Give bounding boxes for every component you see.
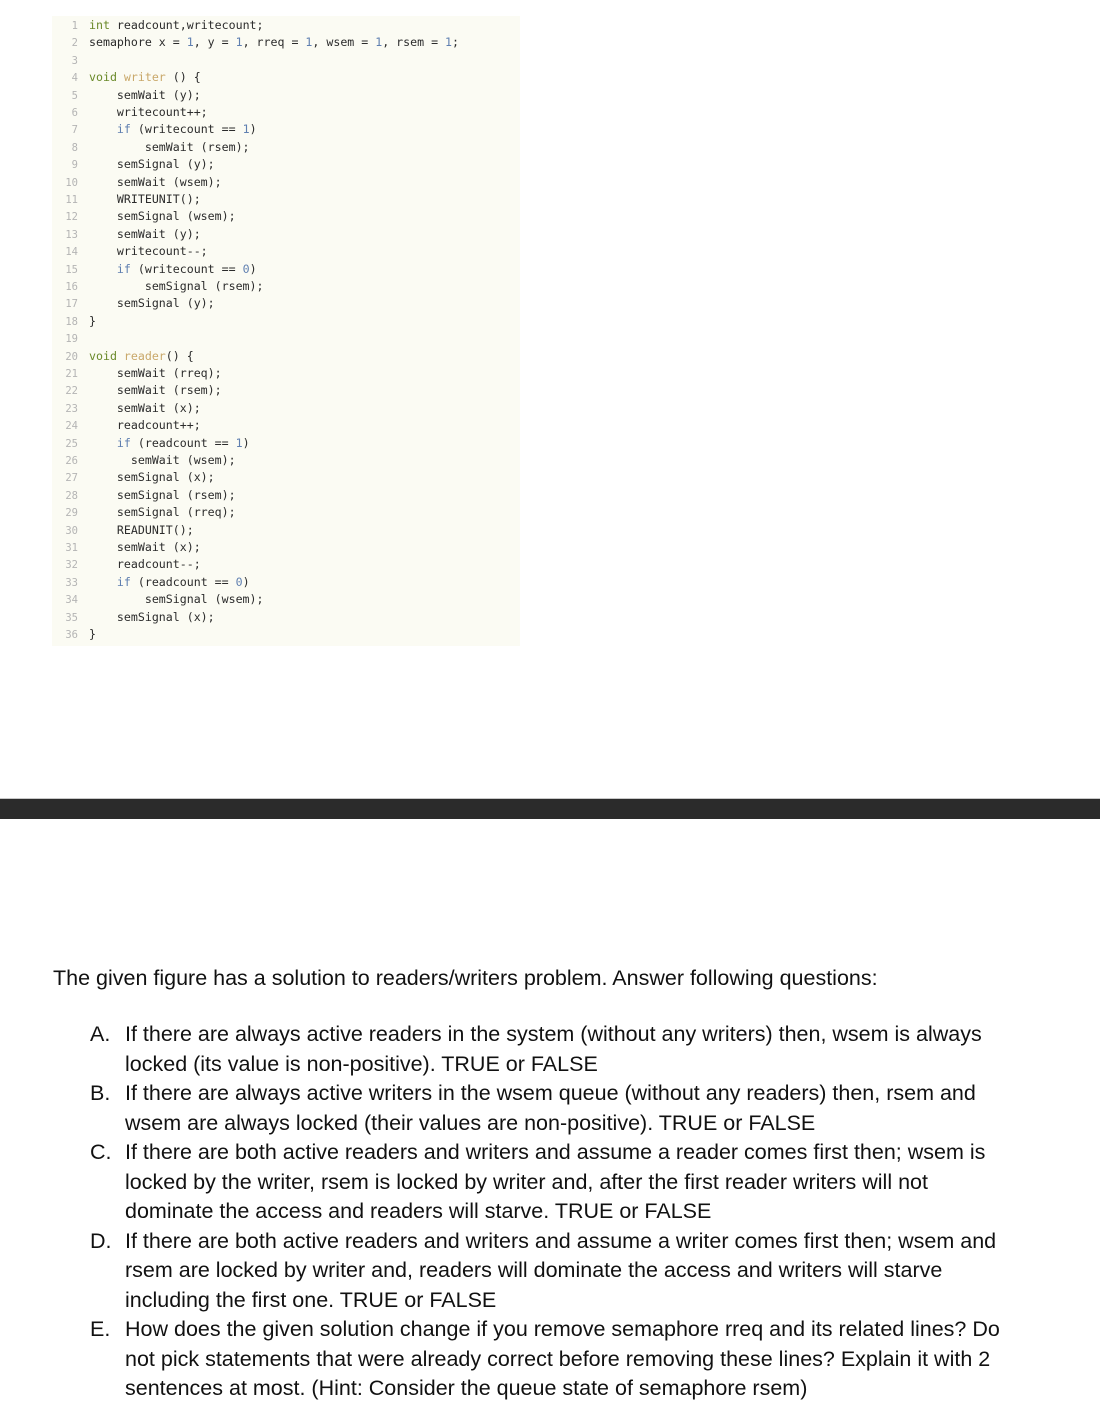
code-token: if bbox=[116, 435, 131, 450]
code-token: , rreq = bbox=[242, 35, 306, 50]
code-line bbox=[52, 243, 208, 260]
code-line bbox=[52, 487, 236, 504]
line-number: 13 bbox=[65, 228, 78, 241]
code-token: semSignal (y); bbox=[89, 296, 215, 311]
code-line bbox=[52, 626, 96, 643]
code-token: 1 bbox=[235, 435, 243, 450]
code-token: int bbox=[89, 18, 110, 32]
code-line bbox=[52, 208, 236, 225]
line-number: 34 bbox=[65, 594, 78, 607]
line-number: 6 bbox=[71, 107, 78, 119]
question-letter: C. bbox=[90, 1140, 112, 1164]
code-token: reader bbox=[123, 348, 166, 363]
line-number: 8 bbox=[71, 141, 78, 154]
code-token bbox=[89, 122, 117, 136]
code-line bbox=[52, 522, 194, 539]
line-number: 17 bbox=[65, 298, 78, 311]
code-line bbox=[52, 121, 257, 138]
code-token: , y = bbox=[193, 35, 236, 50]
line-number: 1 bbox=[71, 20, 78, 32]
code-token: writer bbox=[123, 70, 166, 85]
code-token: semaphore x = bbox=[89, 35, 187, 50]
question-text: How does the given solution change if you remove semaphore rreq and its related lines? Do not pick statements that were already correct before removing these lines? Explain it with 2 sentences at most. (Hint: Consider the queue state of semaphore rsem) bbox=[125, 1317, 1000, 1400]
line-number: 21 bbox=[65, 368, 78, 380]
code-token: 1 bbox=[186, 35, 194, 50]
question-text: If there are always active writers in the wsem queue (without any readers) then, rsem and wsem are always locked (their values are non-positive). TRUE or FALSE bbox=[125, 1081, 976, 1135]
line-number: 29 bbox=[65, 507, 78, 520]
code-line bbox=[52, 87, 201, 104]
code-line bbox=[52, 348, 194, 365]
line-number: 22 bbox=[65, 385, 78, 398]
code-token: semSignal (wsem); bbox=[89, 592, 264, 607]
question-letter: A. bbox=[90, 1022, 111, 1046]
code-token: 0 bbox=[235, 574, 243, 589]
question-item-d bbox=[90, 1227, 1010, 1316]
line-number: 32 bbox=[65, 559, 78, 572]
code-line bbox=[52, 139, 250, 156]
code-token: (readcount == bbox=[130, 435, 236, 450]
code-token bbox=[117, 70, 124, 84]
code-token: 0 bbox=[242, 261, 250, 276]
line-number: 18 bbox=[65, 315, 78, 328]
code-token: void bbox=[89, 348, 117, 363]
code-token: semWait (wsem); bbox=[89, 174, 222, 189]
code-line bbox=[52, 609, 215, 626]
code-token: readcount--; bbox=[89, 557, 201, 572]
line-number: 14 bbox=[65, 246, 78, 259]
line-number: 12 bbox=[65, 211, 78, 224]
question-text: If there are always active readers in the system (without any writers) then, wsem is always locked (its value is non-positive). TRUE or FALSE bbox=[125, 1022, 982, 1076]
code-token: 1 bbox=[375, 35, 383, 50]
code-line bbox=[52, 226, 201, 243]
code-token: 1 bbox=[242, 122, 250, 137]
code-token: semWait (x); bbox=[89, 540, 201, 554]
code-line bbox=[52, 574, 250, 591]
code-token: if bbox=[116, 261, 131, 276]
question-list bbox=[90, 1020, 1010, 1404]
code-line bbox=[52, 191, 201, 208]
line-number: 30 bbox=[65, 524, 78, 537]
code-token: ) bbox=[249, 261, 257, 276]
code-line bbox=[52, 52, 89, 69]
line-number: 20 bbox=[65, 350, 78, 363]
code-token: semSignal (rsem); bbox=[89, 487, 236, 502]
code-token: readcount,writecount; bbox=[109, 18, 264, 32]
line-number: 25 bbox=[65, 437, 78, 450]
question-letter: D. bbox=[90, 1228, 112, 1253]
code-token: (writecount == bbox=[130, 122, 243, 137]
line-number: 5 bbox=[71, 89, 78, 102]
code-line bbox=[52, 69, 201, 86]
code-line bbox=[52, 417, 201, 434]
code-token: READUNIT(); bbox=[89, 522, 194, 537]
code-line bbox=[52, 469, 215, 486]
code-token: if bbox=[116, 574, 131, 589]
code-token: readcount++; bbox=[89, 418, 201, 433]
code-token: semWait (rsem); bbox=[89, 139, 250, 154]
code-token: semWait (wsem); bbox=[89, 453, 236, 467]
code-line bbox=[52, 278, 264, 295]
code-token bbox=[89, 575, 117, 589]
code-token: semSignal (wsem); bbox=[89, 209, 236, 224]
code-token: semSignal (x); bbox=[89, 470, 215, 485]
code-token: semWait (y); bbox=[89, 226, 201, 241]
line-number: 27 bbox=[65, 472, 78, 485]
code-line bbox=[52, 452, 236, 469]
code-line bbox=[52, 34, 459, 51]
section-divider bbox=[0, 798, 1100, 819]
code-token: void bbox=[89, 70, 117, 85]
line-number: 24 bbox=[65, 420, 78, 433]
line-number: 33 bbox=[65, 576, 78, 589]
code-token: semWait (rsem); bbox=[89, 383, 222, 398]
code-token: if bbox=[116, 122, 131, 137]
code-line bbox=[52, 330, 89, 347]
code-token: , rsem = bbox=[382, 35, 446, 50]
line-number: 36 bbox=[65, 629, 78, 641]
question-item-c bbox=[90, 1138, 1010, 1227]
question-text: If there are both active readers and writers and assume a writer comes first then; wsem and rsem are locked by writer and, readers will dominate the access and writers will starve including the first one. TRUE or FALSE bbox=[125, 1228, 997, 1312]
line-number: 26 bbox=[65, 455, 78, 467]
line-number: 7 bbox=[71, 124, 78, 137]
line-number: 35 bbox=[65, 611, 78, 624]
line-number: 31 bbox=[65, 542, 78, 554]
question-item-a bbox=[90, 1020, 1010, 1079]
code-token bbox=[117, 349, 124, 363]
line-number: 3 bbox=[71, 54, 78, 67]
code-line bbox=[52, 591, 264, 608]
line-number: 4 bbox=[71, 72, 78, 85]
line-number: 9 bbox=[71, 159, 78, 172]
question-item-e bbox=[90, 1315, 1010, 1404]
code-line bbox=[52, 104, 208, 121]
code-token bbox=[89, 436, 117, 450]
question-text: If there are both active readers and writers and assume a reader comes first then; wsem is locked by the writer, rsem is locked by writer and, after the first reader writers will not dominate the access and readers will starve. TRUE or FALSE bbox=[125, 1140, 986, 1223]
code-line bbox=[52, 174, 222, 191]
line-number: 19 bbox=[65, 333, 78, 346]
code-line bbox=[52, 556, 201, 573]
code-token bbox=[89, 262, 117, 276]
code-token: semSignal (rsem); bbox=[89, 279, 264, 293]
line-number: 2 bbox=[71, 37, 78, 50]
code-token: 1 bbox=[445, 35, 453, 50]
code-line bbox=[52, 435, 250, 452]
code-token: ) bbox=[242, 435, 250, 450]
code-token: writecount--; bbox=[89, 244, 208, 259]
question-letter: B. bbox=[90, 1081, 111, 1105]
line-number: 28 bbox=[65, 489, 78, 502]
line-number: 11 bbox=[65, 194, 78, 206]
code-line bbox=[52, 400, 201, 417]
question-intro: The given figure has a solution to readers/writers problem. Answer following questions: bbox=[53, 966, 878, 990]
code-token: 1 bbox=[235, 35, 243, 50]
code-token: (readcount == bbox=[130, 574, 236, 589]
code-token: } bbox=[89, 313, 96, 328]
code-line bbox=[52, 504, 236, 521]
question-letter: E. bbox=[90, 1317, 111, 1341]
code-token: ) bbox=[249, 122, 257, 137]
code-line bbox=[52, 365, 222, 382]
code-line bbox=[52, 156, 215, 173]
code-token: semSignal (rreq); bbox=[89, 505, 236, 520]
line-number: 10 bbox=[65, 176, 78, 189]
line-number: 23 bbox=[65, 402, 78, 415]
code-token: semSignal (x); bbox=[89, 609, 215, 624]
line-number: 15 bbox=[65, 263, 78, 276]
code-token: } bbox=[89, 627, 96, 641]
code-token: , wsem = bbox=[312, 35, 376, 50]
code-line bbox=[52, 261, 257, 278]
code-token: () { bbox=[165, 70, 201, 85]
code-token: ) bbox=[242, 574, 250, 589]
code-token: ; bbox=[452, 35, 460, 50]
code-token: () { bbox=[165, 348, 194, 363]
code-token: semWait (x); bbox=[89, 400, 201, 415]
code-token: writecount++; bbox=[89, 105, 208, 119]
code-line bbox=[52, 17, 264, 34]
code-token: WRITEUNIT(); bbox=[89, 192, 201, 206]
code-token: semWait (y); bbox=[89, 87, 201, 102]
code-token: (writecount == bbox=[130, 261, 243, 276]
code-token: 1 bbox=[305, 35, 313, 50]
code-token: semWait (rreq); bbox=[89, 366, 222, 380]
line-number: 16 bbox=[65, 281, 78, 293]
code-line bbox=[52, 313, 96, 330]
code-line bbox=[52, 295, 215, 312]
code-line bbox=[52, 539, 201, 556]
code-line bbox=[52, 382, 222, 399]
question-item-b bbox=[90, 1079, 1010, 1138]
code-token: semSignal (y); bbox=[89, 157, 215, 172]
